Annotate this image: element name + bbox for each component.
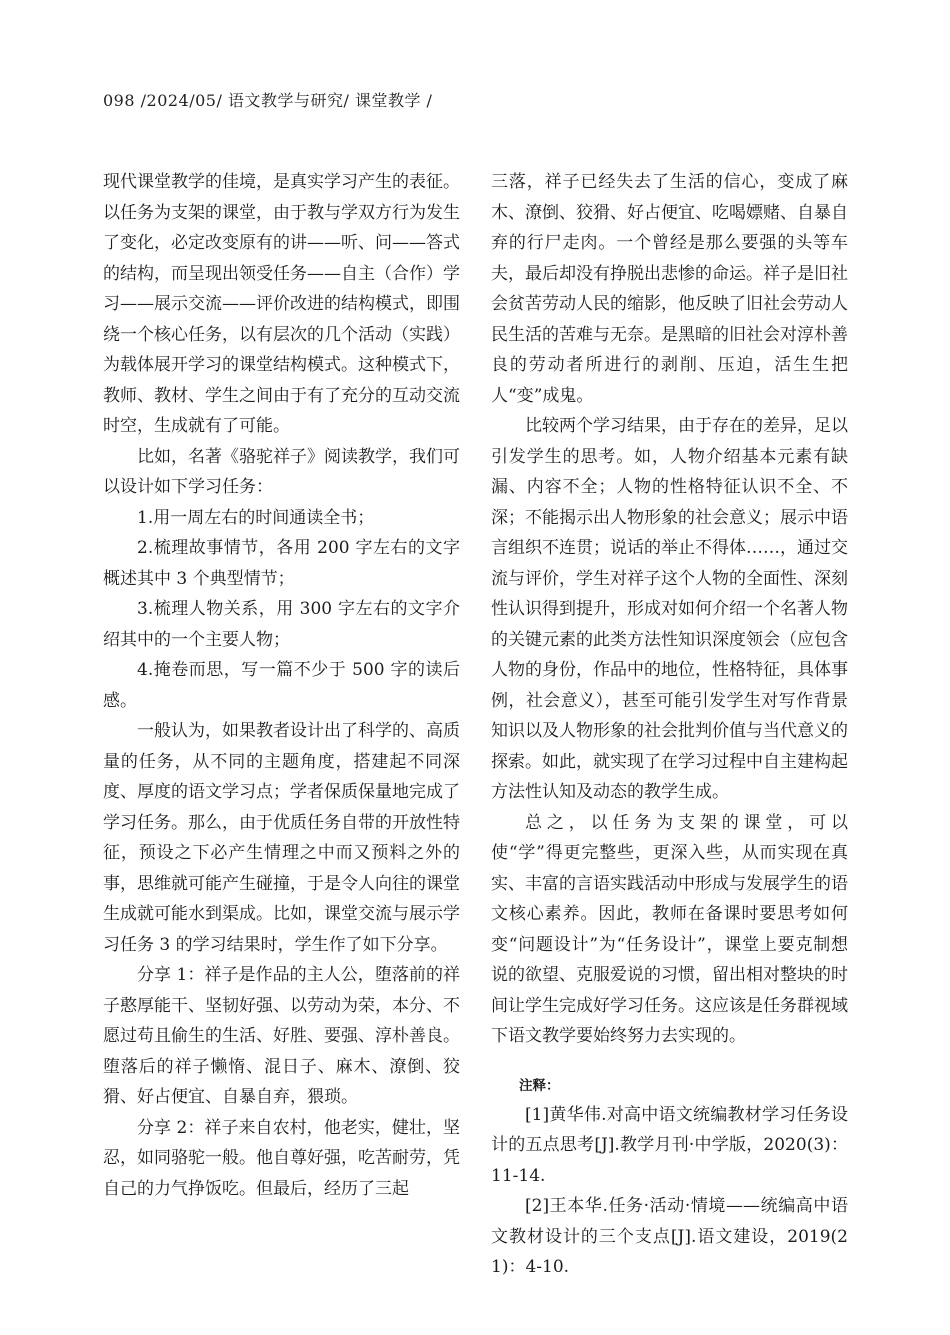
running-header: 098 /2024/05/ 语文教学与研究/ 课堂教学 / <box>103 91 433 110</box>
reference-item: [2]王本华.任务·活动·情境——统编高中语文教材设计的三个支点[J].语文建设，2019(21)：4-10. <box>491 1196 848 1277</box>
paragraph: 分享 1：祥子是作品的主人公，堕落前的祥子憨厚能干、坚韧好强、以劳动为荣，本分、不愿过苟且偷生的生活、好胜、要强、淳朴善良。堕落后的祥子懒惰、混日子、麻木、潦倒、狡猾、好占便宜、自暴自弃，猥琐。 <box>103 965 460 1107</box>
right-column <box>491 167 848 1283</box>
paragraph: 比较两个学习结果，由于存在的差异，足以引发学生的思考。如，人物介绍基本元素有缺漏、内容不全；人物的性格特征认识不全、不深；不能揭示出人物形象的社会意义；展示中语言组织不连贯；说话的举止不得体……，通过交流与评价，学生对祥子这个人物的全面性、深刻性认识得到提升，形成对如何介绍一个名著人物的关键元素的此类方法性知识深度领会（应包含人物的身份，作品中的地位，性格特征，具体事例，社会意义），甚至可能引发学生对写作背景知识以及人物形象的社会批判价值与当代意义的探索。如此，就实现了在学习过程中自主建构起方法性认知及动态的教学生成。 <box>491 416 848 802</box>
paragraph: 比如，名著《骆驼祥子》阅读教学，我们可以设计如下学习任务： <box>103 446 460 497</box>
paragraph: 现代课堂教学的佳境，是真实学习产生的表征。以任务为支架的课堂，由于教与学双方行为发生了变化，必定改变原有的讲——听、问——答式的结构，而呈现出领受任务——自主（合作）学习——展示交流——评价改进的结构模式，即围绕一个核心任务，以有层次的几个活动（实践）为载体展开学习的课堂结构模式。这种模式下，教师、教材、学生之间由于有了充分的互动交流时空，生成就有了可能。 <box>103 172 460 436</box>
task-item: 1.用一周左右的时间通读全书； <box>137 507 375 528</box>
task-item: 4.掩卷而思，写一篇不少于 500 字的读后感。 <box>103 660 460 711</box>
reference-item: [1]黄华伟.对高中语文统编教材学习任务设计的五点思考[J].教学月刊·中学版，2020(3)：11-14. <box>491 1104 848 1186</box>
left-column <box>103 167 460 1204</box>
notes-section <box>491 1074 848 1283</box>
notes-heading: 注释： <box>519 1077 560 1094</box>
paragraph: 一般认为，如果教者设计出了科学的、高质量的任务，从不同的主题角度，搭建起不同深度、厚度的语文学习点；学者保质保量地完成了学习任务。那么，由于优质任务自带的开放性特征，预设之下必产生情理之中而又预料之外的事，思维就可能产生碰撞，于是令人向往的课堂生成就可能水到渠成。比如，课堂交流与展示学习任务 3 的学习结果时，学生作了如下分享。 <box>103 721 460 955</box>
task-item: 3.梳理人物关系，用 300 字左右的文字介绍其中的一个主要人物； <box>103 599 460 650</box>
paragraph: 总之，以任务为支架的课堂，可以使“学”得更完整些，更深入些，从而实现在真实、丰富的言语实践活动中形成与发展学生的语文核心素养。因此，教师在备课时要思考如何变“问题设计”为“任务设计”，课堂上要克制想说的欲望、克服爱说的习惯，留出相对整块的时间让学生完成好学习任务。这应该是任务群视域下语文教学要始终努力去实现的。 <box>491 812 848 1046</box>
paragraph: 三落，祥子已经失去了生活的信心，变成了麻木、潦倒、狡猾、好占便宜、吃喝嫖赌、自暴自弃的行尸走肉。一个曾经是那么要强的头等车夫，最后却没有挣脱出悲惨的命运。祥子是旧社会贫苦劳动人民的缩影，他反映了旧社会劳动人民生活的苦难与无奈。是黑暗的旧社会对淳朴善良的劳动者所进行的剥削、压迫，活生生把人“变”成鬼。 <box>491 172 848 406</box>
task-item: 2.梳理故事情节，各用 200 字左右的文字概述其中 3 个典型情节； <box>103 538 460 589</box>
paragraph: 分享 2：祥子来自农村，他老实，健壮，坚忍，如同骆驼一般。他自尊好强，吃苦耐劳，凭自己的力气挣饭吃。但最后，经历了三起 <box>103 1117 460 1199</box>
